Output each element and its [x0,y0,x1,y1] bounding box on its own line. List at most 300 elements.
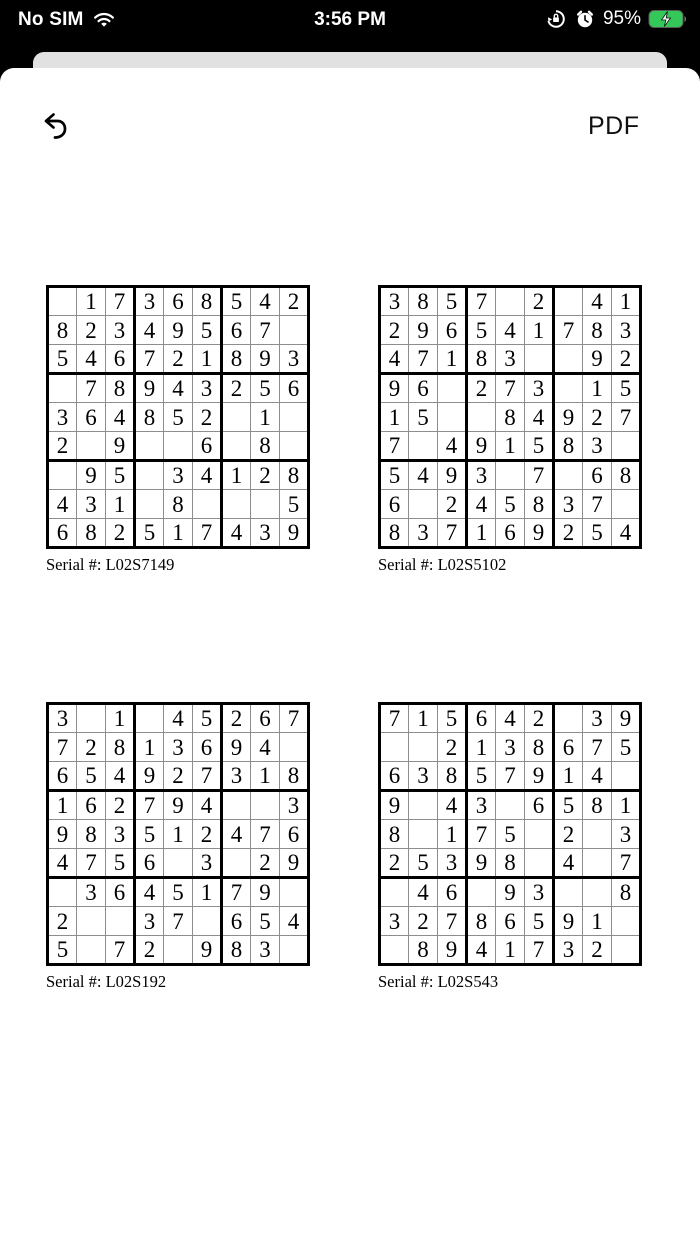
sudoku-cell: 1 [438,345,467,374]
serial-label: Serial #: L02S543 [378,972,499,991]
sudoku-cell: 2 [251,849,280,878]
sudoku-cell: 2 [135,936,164,965]
sudoku-cell: 6 [77,791,106,820]
sudoku-cell: 4 [438,791,467,820]
sudoku-cell: 8 [525,490,554,519]
sudoku-cell: 1 [554,762,583,791]
sudoku-cell [135,432,164,461]
status-bar [0,0,700,52]
sudoku-cell: 3 [135,287,164,316]
sudoku-cell: 7 [467,820,496,849]
serial-label: Serial #: L02S5102 [378,555,507,574]
sudoku-cell: 3 [612,316,641,345]
sudoku-cell [135,461,164,490]
back-arrow-icon [36,110,68,142]
sudoku-cell: 7 [193,519,222,548]
sudoku-cell: 4 [525,403,554,432]
sudoku-cell [583,878,612,907]
sudoku-cell: 7 [193,762,222,791]
sudoku-cell: 4 [251,287,280,316]
sudoku-cell: 4 [77,345,106,374]
sudoku-cell: 1 [583,907,612,936]
sudoku-cell: 4 [280,907,309,936]
sudoku-cell: 4 [380,345,409,374]
sudoku-cell: 8 [280,461,309,490]
sudoku-cell [380,936,409,965]
sudoku-cell: 9 [438,461,467,490]
sudoku-cell: 2 [222,374,251,403]
sudoku-cell: 2 [467,374,496,403]
sudoku-cell: 2 [164,345,193,374]
sudoku-cell: 9 [496,878,525,907]
sudoku-cell: 7 [48,733,77,762]
sudoku-cell: 8 [467,345,496,374]
sudoku-cell: 9 [525,762,554,791]
sudoku-cell [280,733,309,762]
sudoku-cell [48,878,77,907]
sudoku-cell: 6 [193,733,222,762]
sudoku-cell: 3 [554,936,583,965]
sudoku-cell: 4 [222,519,251,548]
sudoku-cell: 6 [222,316,251,345]
sudoku-cell: 6 [496,519,525,548]
sudoku-cell: 5 [193,316,222,345]
sudoku-cell: 8 [496,849,525,878]
sudoku-cell [106,907,135,936]
sudoku-cell: 1 [496,936,525,965]
sudoku-cell: 6 [106,878,135,907]
sudoku-cell: 5 [467,762,496,791]
sudoku-cell: 5 [525,907,554,936]
sudoku-cell: 5 [467,316,496,345]
sudoku-cell: 2 [77,733,106,762]
sudoku-cell: 3 [467,791,496,820]
sudoku-cell [135,490,164,519]
sudoku-cell: 8 [496,403,525,432]
sudoku-cell: 3 [496,733,525,762]
sudoku-cell: 9 [251,345,280,374]
sudoku-cell: 5 [106,849,135,878]
sudoku-cell: 4 [135,878,164,907]
sudoku-cell [251,791,280,820]
sudoku-cell: 4 [251,733,280,762]
sudoku-cell: 1 [48,791,77,820]
sudoku-cell: 6 [280,374,309,403]
sudoku-cell: 2 [193,403,222,432]
sudoku-cell: 4 [438,432,467,461]
sudoku-cell: 6 [583,461,612,490]
sudoku-cell [280,403,309,432]
sudoku-cell: 5 [438,704,467,733]
sudoku-cell: 1 [106,704,135,733]
serial-label: Serial #: L02S192 [46,972,167,991]
sudoku-cell: 7 [106,287,135,316]
sudoku-cell: 5 [135,820,164,849]
sudoku-cell: 7 [438,519,467,548]
sudoku-cell: 7 [251,316,280,345]
sudoku-cell: 4 [409,461,438,490]
sudoku-cell [554,878,583,907]
sudoku-cell [280,432,309,461]
sudoku-cell [496,287,525,316]
sudoku-cell [525,345,554,374]
sudoku-cell: 1 [380,403,409,432]
sudoku-cell: 2 [409,907,438,936]
sudoku-cell [77,936,106,965]
sudoku-cell [77,907,106,936]
sudoku-cell: 9 [106,432,135,461]
sudoku-cell: 4 [554,849,583,878]
sudoku-cell: 3 [583,432,612,461]
back-button[interactable] [36,110,68,142]
sudoku-cell: 3 [193,374,222,403]
sudoku-cell: 8 [77,519,106,548]
sudoku-cell: 4 [222,820,251,849]
sudoku-cell: 9 [583,345,612,374]
sudoku-cell [164,849,193,878]
sudoku-cell: 1 [164,519,193,548]
sudoku-cell: 5 [48,936,77,965]
sudoku-cell: 2 [48,907,77,936]
sudoku-cell: 3 [251,936,280,965]
sudoku-cell [48,374,77,403]
sudoku-cell: 2 [380,849,409,878]
sudoku-cell: 2 [525,704,554,733]
sudoku-cell: 7 [554,316,583,345]
sudoku-cell: 5 [612,374,641,403]
sudoku-cell [135,704,164,733]
sudoku-cell [48,461,77,490]
sudoku-cell: 1 [409,704,438,733]
sudoku-cell: 6 [554,733,583,762]
sudoku-cell: 6 [380,490,409,519]
sudoku-cell: 8 [106,733,135,762]
sudoku-cell [612,936,641,965]
sudoku-cell: 7 [135,791,164,820]
sudoku-cell: 1 [583,374,612,403]
sudoku-cell: 2 [583,936,612,965]
sudoku-cell: 4 [612,519,641,548]
sudoku-cell: 4 [48,849,77,878]
sudoku-cell: 8 [380,820,409,849]
sudoku-grid-3 [46,702,310,966]
sudoku-cell: 4 [106,403,135,432]
sudoku-cell: 8 [77,820,106,849]
sudoku-cell [409,490,438,519]
sudoku-cell: 9 [77,461,106,490]
sudoku-cell: 3 [222,762,251,791]
sudoku-cell [251,490,280,519]
sudoku-cell: 7 [380,432,409,461]
sudoku-cell: 5 [525,432,554,461]
sudoku-cell [222,432,251,461]
sudoku-cell: 6 [48,762,77,791]
sudoku-cell: 5 [380,461,409,490]
sudoku-cell: 2 [164,762,193,791]
sudoku-cell: 7 [612,849,641,878]
sudoku-cell: 6 [438,316,467,345]
sudoku-cell: 2 [222,704,251,733]
sudoku-cell: 9 [251,878,280,907]
sudoku-cell: 3 [525,374,554,403]
pdf-preview-sheet [0,68,700,1244]
sudoku-cell: 6 [467,704,496,733]
sudoku-cell: 5 [496,490,525,519]
sudoku-cell: 9 [554,907,583,936]
sudoku-cell [496,461,525,490]
sudoku-cell: 1 [251,762,280,791]
sudoku-cell: 7 [251,820,280,849]
puzzle-2 [378,285,642,575]
sudoku-cell: 2 [525,287,554,316]
sudoku-cell: 9 [164,791,193,820]
sudoku-cell: 8 [222,936,251,965]
sudoku-cell: 1 [135,733,164,762]
sudoku-cell: 3 [106,316,135,345]
sudoku-cell: 5 [409,849,438,878]
sudoku-cell: 2 [438,490,467,519]
sudoku-cell [409,432,438,461]
sudoku-cell [525,820,554,849]
sudoku-cell [164,432,193,461]
sudoku-cell: 4 [583,287,612,316]
sudoku-cell: 5 [554,791,583,820]
sudoku-cell: 9 [193,936,222,965]
sudoku-cell: 8 [554,432,583,461]
sudoku-cell: 6 [496,907,525,936]
puzzle-4 [378,702,642,992]
sudoku-cell: 7 [280,704,309,733]
sudoku-cell: 5 [48,345,77,374]
sudoku-cell: 8 [193,287,222,316]
sudoku-cell: 2 [380,316,409,345]
sudoku-cell: 3 [525,878,554,907]
sudoku-cell: 5 [135,519,164,548]
sudoku-cell: 3 [554,490,583,519]
sudoku-cell [222,791,251,820]
sudoku-grid-4 [378,702,642,966]
sudoku-cell: 6 [77,403,106,432]
sudoku-cell: 4 [409,878,438,907]
sudoku-cell: 9 [612,704,641,733]
sudoku-cell: 1 [467,519,496,548]
sudoku-cell [48,287,77,316]
sudoku-cell: 7 [164,907,193,936]
sudoku-cell: 8 [525,733,554,762]
sudoku-cell: 3 [77,490,106,519]
sudoku-cell [554,345,583,374]
sudoku-cell: 8 [438,762,467,791]
sudoku-cell [583,820,612,849]
sudoku-cell: 6 [409,374,438,403]
sudoku-grid-2 [378,285,642,549]
sudoku-cell: 6 [193,432,222,461]
sudoku-cell: 4 [193,791,222,820]
sudoku-cell [380,733,409,762]
sudoku-cell: 4 [193,461,222,490]
sudoku-cell: 2 [48,432,77,461]
sudoku-cell: 7 [409,345,438,374]
sudoku-cell: 9 [380,374,409,403]
sudoku-cell: 8 [106,374,135,403]
sudoku-cell [193,490,222,519]
clock-label: 3:56 PM [314,9,386,30]
sudoku-cell: 2 [280,287,309,316]
sudoku-cell: 8 [583,791,612,820]
sudoku-cell: 2 [193,820,222,849]
sudoku-cell: 1 [438,820,467,849]
sudoku-cell: 5 [251,907,280,936]
sudoku-cell: 5 [164,878,193,907]
sudoku-cell: 6 [48,519,77,548]
sudoku-cell: 3 [583,704,612,733]
sudoku-cell: 1 [612,287,641,316]
sudoku-cell: 4 [106,762,135,791]
sudoku-cell [280,878,309,907]
sudoku-cell: 7 [106,936,135,965]
sudoku-cell [554,374,583,403]
sudoku-cell: 5 [222,287,251,316]
sudoku-cell: 1 [612,791,641,820]
sudoku-cell: 8 [251,432,280,461]
sudoku-cell [554,461,583,490]
sudoku-cell: 6 [164,287,193,316]
sudoku-cell: 3 [77,878,106,907]
sudoku-cell: 3 [380,287,409,316]
sudoku-cell: 1 [193,878,222,907]
sudoku-cell: 7 [77,849,106,878]
sudoku-cell: 3 [409,519,438,548]
sudoku-cell: 5 [251,374,280,403]
sudoku-cell [612,490,641,519]
sudoku-cell: 1 [222,461,251,490]
sudoku-cell: 9 [467,432,496,461]
sudoku-cell: 1 [193,345,222,374]
serial-label: Serial #: L02S7149 [46,555,175,574]
sudoku-cell [438,403,467,432]
sudoku-cell: 7 [467,287,496,316]
sudoku-cell: 9 [48,820,77,849]
sudoku-cell [380,878,409,907]
alarm-clock-icon [574,8,596,30]
sudoku-cell: 4 [467,490,496,519]
sudoku-cell: 5 [77,762,106,791]
sudoku-cell: 8 [48,316,77,345]
sudoku-cell [612,907,641,936]
sudoku-cell: 9 [280,849,309,878]
sudoku-cell: 4 [48,490,77,519]
sudoku-cell: 1 [467,733,496,762]
sudoku-cell: 7 [380,704,409,733]
sudoku-cell: 3 [280,345,309,374]
sudoku-cell: 7 [135,345,164,374]
sudoku-cell: 2 [77,316,106,345]
sudoku-cell: 9 [135,762,164,791]
sudoku-cell: 4 [164,374,193,403]
sudoku-cell [222,490,251,519]
carrier-label: No SIM [18,9,84,30]
sudoku-cell: 9 [467,849,496,878]
sudoku-cell: 4 [583,762,612,791]
sudoku-cell: 2 [583,403,612,432]
sudoku-cell [77,704,106,733]
sudoku-cell: 9 [438,936,467,965]
sudoku-cell: 3 [612,820,641,849]
sudoku-cell: 8 [409,936,438,965]
sudoku-cell: 3 [164,461,193,490]
sudoku-cell: 9 [135,374,164,403]
sudoku-cell [409,791,438,820]
sudoku-cell: 7 [525,936,554,965]
sudoku-cell: 4 [135,316,164,345]
sudoku-cell: 9 [280,519,309,548]
sudoku-cell: 5 [438,287,467,316]
sudoku-cell [583,849,612,878]
sudoku-cell: 1 [496,432,525,461]
sudoku-cell: 3 [438,849,467,878]
sudoku-cell [554,704,583,733]
sudoku-cell: 9 [554,403,583,432]
puzzle-3 [46,702,310,992]
sudoku-cell: 8 [467,907,496,936]
sudoku-cell: 3 [48,403,77,432]
sudoku-cell: 7 [438,907,467,936]
sudoku-cell [280,936,309,965]
sudoku-cell: 9 [164,316,193,345]
sudoku-cell [193,907,222,936]
sudoku-cell: 9 [222,733,251,762]
sudoku-cell: 5 [164,403,193,432]
pdf-button[interactable]: PDF [588,112,640,140]
sudoku-cell: 3 [193,849,222,878]
sudoku-cell [612,432,641,461]
sudoku-cell: 2 [554,820,583,849]
sudoku-cell: 5 [583,519,612,548]
sudoku-cell: 6 [525,791,554,820]
sudoku-cell: 5 [612,733,641,762]
sudoku-cell: 4 [496,704,525,733]
sudoku-cell: 3 [380,907,409,936]
sudoku-cell: 5 [409,403,438,432]
sudoku-cell: 3 [467,461,496,490]
sudoku-cell: 5 [106,461,135,490]
sudoku-cell: 8 [135,403,164,432]
sudoku-cell: 3 [48,704,77,733]
sudoku-cell: 3 [164,733,193,762]
sudoku-cell [409,820,438,849]
sudoku-cell [164,936,193,965]
sudoku-cell: 5 [193,704,222,733]
sudoku-cell: 6 [280,820,309,849]
sudoku-cell: 4 [164,704,193,733]
sudoku-cell: 6 [222,907,251,936]
sudoku-cell: 9 [380,791,409,820]
sudoku-cell: 7 [496,374,525,403]
sudoku-cell: 4 [467,936,496,965]
sudoku-cell: 1 [77,287,106,316]
sudoku-cell: 2 [554,519,583,548]
sudoku-cell: 7 [222,878,251,907]
sudoku-cell: 7 [77,374,106,403]
sudoku-cell [496,791,525,820]
sudoku-cell: 6 [106,345,135,374]
sudoku-cell: 8 [164,490,193,519]
sudoku-cell: 3 [409,762,438,791]
sudoku-cell: 8 [612,878,641,907]
sudoku-cell: 6 [438,878,467,907]
sudoku-cell: 8 [583,316,612,345]
sudoku-cell: 8 [409,287,438,316]
